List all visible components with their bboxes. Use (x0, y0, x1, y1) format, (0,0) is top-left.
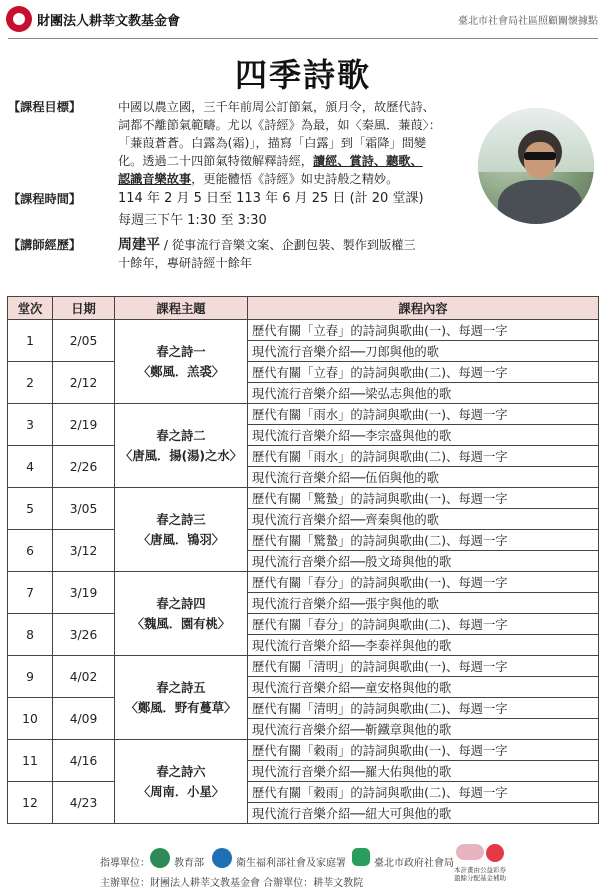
content-line: 歷代有關「穀雨」的詩詞與歌曲(一)、每週一字 (248, 740, 599, 761)
content-line: 歷代有關「驚蟄」的詩詞與歌曲(二)、每週一字 (248, 530, 599, 551)
col-header-date: 日期 (53, 297, 115, 320)
content-line: 歷代有關「雨水」的詩詞與歌曲(一)、每週一字 (248, 404, 599, 425)
table-row (8, 362, 599, 383)
session-number: 12 (8, 782, 53, 824)
session-date: 3/26 (53, 614, 115, 656)
topic-poem: 〈魏風．園有桃〉 (131, 616, 231, 631)
footer (0, 822, 606, 889)
session-topic (115, 572, 248, 656)
session-number: 9 (8, 656, 53, 698)
session-date: 4/02 (53, 656, 115, 698)
topic-poem: 〈周南．小星〉 (137, 784, 225, 799)
mohw-icon (212, 848, 232, 868)
content-line: 現代流行音樂介紹──齊秦與他的歌 (248, 509, 599, 530)
table-row (8, 404, 599, 425)
content-line: 歷代有關「驚蟄」的詩詞與歌曲(一)、每週一字 (248, 488, 599, 509)
teacher-name: 周建平 (118, 237, 160, 253)
topic-poem: 〈鄭風．野有蔓草〉 (125, 700, 237, 715)
session-number: 2 (8, 362, 53, 404)
teacher-bio: / 從事流行音樂文案、企劃包裝、製作到版權三 (163, 238, 416, 252)
topic-title: 春之詩四 (156, 596, 206, 611)
topic-poem: 〈鄭風．羔裘〉 (137, 364, 225, 379)
content-line: 歷代有關「春分」的詩詞與歌曲(一)、每週一字 (248, 572, 599, 593)
table-row (8, 488, 599, 509)
content-line: 現代流行音樂介紹──李宗盛與他的歌 (248, 425, 599, 446)
edu-label: 教育部 (174, 858, 204, 869)
content-line: 歷代有關「春分」的詩詞與歌曲(二)、每週一字 (248, 614, 599, 635)
content-line: 現代流行音樂介紹──殷文琦與他的歌 (248, 551, 599, 572)
goal-row (8, 98, 458, 188)
session-topic (115, 320, 248, 404)
content-line: 現代流行音樂介紹──羅大佑與他的歌 (248, 761, 599, 782)
goal-line: ，更能體悟《詩經》如史詩般之精妙。 (191, 172, 399, 186)
time-row (8, 190, 458, 230)
content-line: 現代流行音樂介紹──刀郎與他的歌 (248, 341, 599, 362)
table-row (8, 320, 599, 341)
goal-line: 詞都不離節氣範疇。尤以《詩經》為最，如〈秦風．蒹葭〉： (118, 118, 441, 132)
session-number: 4 (8, 446, 53, 488)
topic-poem: 〈唐風．鴇羽〉 (137, 532, 225, 547)
teacher-label: 【講師經歷】 (8, 238, 82, 252)
site-name: 臺北市社會局社區照顧關懷據點 (458, 16, 598, 27)
goal-highlight: 認識音樂故事 (118, 172, 192, 186)
content-line: 現代流行音樂介紹──紐大可與他的歌 (248, 803, 599, 824)
table-row (8, 740, 599, 761)
session-date: 4/09 (53, 698, 115, 740)
content-line: 現代流行音樂介紹──伍佰與他的歌 (248, 467, 599, 488)
teacher-row (8, 236, 458, 272)
guide-label: 指導單位： (100, 858, 150, 869)
session-date: 2/05 (53, 320, 115, 362)
session-topic (115, 404, 248, 488)
session-number: 11 (8, 740, 53, 782)
goal-highlight: 讀經、賞詩、聽歌、 (313, 154, 423, 168)
table-row (8, 656, 599, 677)
topic-poem: 〈唐風．揚(湯)之水〉 (120, 448, 242, 463)
table-row (8, 446, 599, 467)
lottery-icon (456, 844, 484, 860)
content-line: 現代流行音樂介紹──李泰祥與他的歌 (248, 635, 599, 656)
content-line: 現代流行音樂介紹──靳鐵章與他的歌 (248, 719, 599, 740)
goal-line: 化。透過二十四節氣特徵解釋詩經， (118, 154, 313, 168)
content-line: 歷代有關「立春」的詩詞與歌曲(一)、每週一字 (248, 320, 599, 341)
time-label: 【課程時間】 (8, 192, 82, 206)
time-weekly: 每週三下午 1:30 至 3:30 (118, 213, 267, 228)
page-header (0, 0, 606, 40)
goal-text (118, 98, 458, 188)
schedule-table (7, 296, 599, 824)
session-number: 5 (8, 488, 53, 530)
taipei-label: 臺北市政府社會局 (374, 858, 454, 869)
session-date: 2/26 (53, 446, 115, 488)
course-info (8, 98, 458, 272)
col-header-session: 堂次 (8, 297, 53, 320)
mohw-label: 衛生福利部社會及家庭署 (236, 858, 346, 869)
content-line: 現代流行音樂介紹──梁弘志與他的歌 (248, 383, 599, 404)
content-line: 歷代有關「穀雨」的詩詞與歌曲(二)、每週一字 (248, 782, 599, 803)
session-number: 10 (8, 698, 53, 740)
content-line: 歷代有關「清明」的詩詞與歌曲(二)、每週一字 (248, 698, 599, 719)
session-topic (115, 740, 248, 824)
lottery-note: 本計畫由公益彩券盈餘分配基金補助 (454, 866, 506, 882)
content-line: 歷代有關「立春」的詩詞與歌曲(二)、每週一字 (248, 362, 599, 383)
time-range: 114 年 2 月 5 日至 113 年 6 月 25 日 (計 20 堂課) (118, 191, 424, 206)
foundation-logo-icon (6, 6, 32, 32)
goal-line: 中國以農立國，三千年前周公訂節氣，頒月令，故歷代詩、 (118, 100, 435, 114)
session-number: 8 (8, 614, 53, 656)
table-row (8, 572, 599, 593)
session-date: 3/19 (53, 572, 115, 614)
teacher-photo (478, 108, 594, 224)
header-divider (8, 38, 598, 39)
teacher-bio: 十餘年，專研詩經十餘年 (118, 256, 253, 270)
table-row (8, 530, 599, 551)
topic-title: 春之詩三 (156, 512, 206, 527)
session-number: 3 (8, 404, 53, 446)
session-number: 1 (8, 320, 53, 362)
content-line: 現代流行音樂介紹──童安格與他的歌 (248, 677, 599, 698)
org-name: 財團法人耕莘文教基金會 (37, 14, 181, 29)
heart-logo-icon (486, 844, 504, 862)
session-date: 2/19 (53, 404, 115, 446)
content-line: 歷代有關「清明」的詩詞與歌曲(一)、每週一字 (248, 656, 599, 677)
session-date: 3/12 (53, 530, 115, 572)
session-topic (115, 488, 248, 572)
topic-title: 春之詩二 (156, 428, 206, 443)
col-header-topic: 課程主題 (115, 297, 248, 320)
table-row (8, 614, 599, 635)
table-row (8, 782, 599, 803)
topic-title: 春之詩一 (156, 344, 206, 359)
content-line: 歷代有關「雨水」的詩詞與歌曲(二)、每週一字 (248, 446, 599, 467)
session-number: 7 (8, 572, 53, 614)
goal-line: 「蒹葭蒼蒼。白露為(霜)」，描寫「白露」到「霜降」間變 (118, 136, 427, 150)
topic-title: 春之詩五 (156, 680, 206, 695)
page-title: 四季詩歌 (234, 56, 371, 94)
content-line: 現代流行音樂介紹──張宇與他的歌 (248, 593, 599, 614)
taipei-gov-icon (352, 848, 370, 866)
topic-title: 春之詩六 (156, 764, 206, 779)
ministry-education-icon (150, 848, 170, 868)
session-date: 3/05 (53, 488, 115, 530)
goal-label: 【課程目標】 (8, 100, 82, 114)
session-topic (115, 656, 248, 740)
session-date: 4/23 (53, 782, 115, 824)
table-row (8, 698, 599, 719)
col-header-content: 課程內容 (248, 297, 599, 320)
session-date: 4/16 (53, 740, 115, 782)
session-number: 6 (8, 530, 53, 572)
session-date: 2/12 (53, 362, 115, 404)
organizer-text: 主辦單位：財團法人耕莘文教基金會 合辦單位：耕莘文教院 (100, 878, 364, 889)
